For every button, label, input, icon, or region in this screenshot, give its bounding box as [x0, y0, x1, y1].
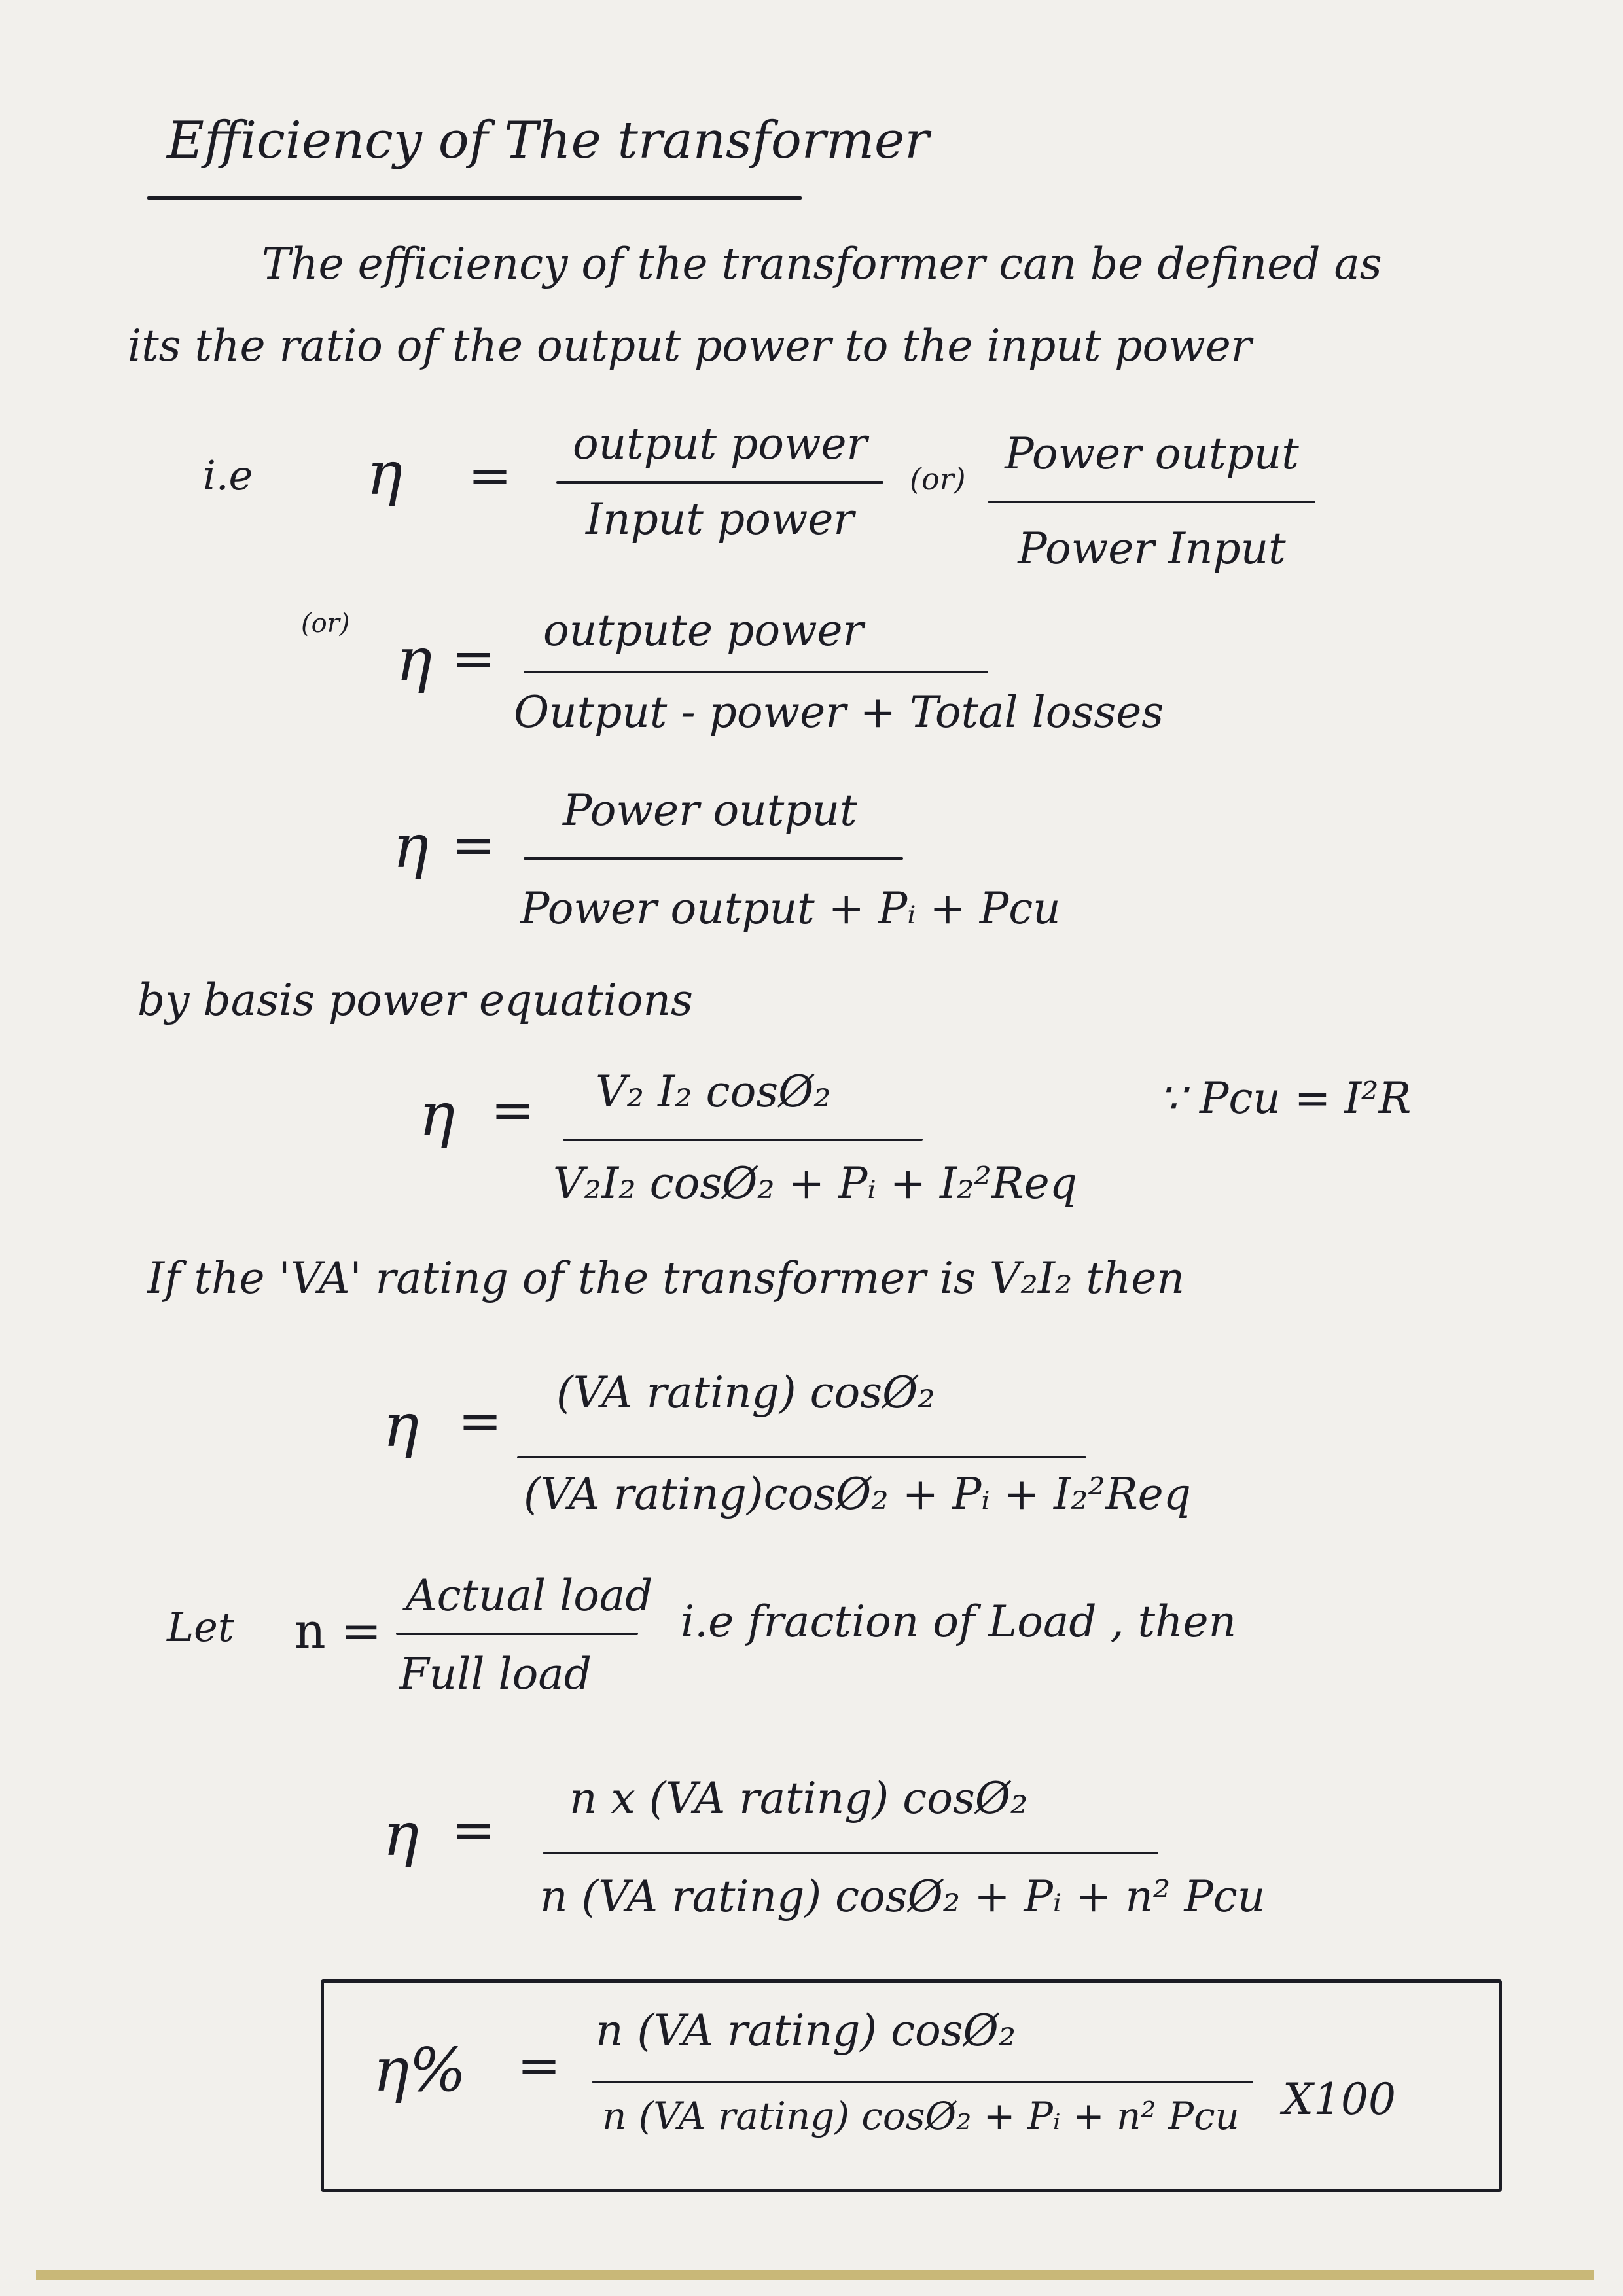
eq1-eta: η: [366, 438, 403, 508]
basis-text: by basis power equations: [137, 975, 693, 1025]
eq2-equals: =: [452, 628, 496, 689]
page-bottom-edge: [36, 2270, 1594, 2280]
eq3-fraction-bar: [524, 857, 903, 860]
let-fraction-bar: [396, 1633, 638, 1635]
let-denominator: Full load: [399, 1649, 592, 1699]
eq6-numerator: n x (VA rating) cosØ₂: [569, 1773, 1028, 1824]
eq1-numerator-2: Power output: [1005, 429, 1299, 479]
eq2-prefix: (or): [301, 609, 350, 639]
eq6-denominator: n (VA rating) cosØ₂ + Pᵢ + n² Pcu: [540, 1871, 1266, 1922]
eq2-eta: η: [396, 625, 433, 695]
eq5-eta: η: [383, 1390, 419, 1460]
eq1-prefix: i.e: [203, 451, 253, 499]
eq7-eta-percent: η%: [373, 2035, 467, 2105]
eq4-denominator: V₂I₂ cosØ₂ + Pᵢ + I₂²Req: [553, 1158, 1077, 1209]
eq4-fraction-bar: [563, 1139, 923, 1141]
eq1-equals: =: [468, 445, 512, 506]
eq4-equals: =: [491, 1080, 535, 1140]
intro-line-1: The efficiency of the transformer can be defined as: [262, 239, 1382, 289]
eq2-denominator: Output - power + Total losses: [514, 687, 1164, 737]
eq3-denominator: Power output + Pᵢ + Pcu: [520, 883, 1061, 934]
eq1-or: (or): [910, 461, 966, 497]
eq5-equals: =: [458, 1390, 503, 1451]
eq3-numerator: Power output: [563, 785, 857, 836]
va-text: If the 'VA' rating of the transformer is V₂I₂ then: [147, 1253, 1185, 1303]
eq4-numerator: V₂ I₂ cosØ₂: [596, 1067, 831, 1117]
let-suffix: i.e fraction of Load , then: [681, 1597, 1237, 1647]
eq2-numerator: outpute power: [543, 605, 864, 656]
eq2-fraction-bar: [524, 671, 988, 673]
eq5-denominator: (VA rating)cosØ₂ + Pᵢ + I₂²Req: [524, 1469, 1191, 1519]
title-underline: [147, 196, 802, 200]
let-numerator: Actual load: [406, 1570, 653, 1621]
page-title: Efficiency of The transformer: [167, 111, 929, 170]
eq6-fraction-bar: [543, 1852, 1158, 1854]
eq6-equals: =: [452, 1799, 496, 1860]
eq7-fraction-bar: [592, 2081, 1253, 2083]
eq7-multiplier: X100: [1283, 2074, 1396, 2125]
let-prefix: Let: [167, 1603, 234, 1651]
eq4-note: ∵ Pcu = I²R: [1158, 1073, 1412, 1123]
eq1-fraction-bar-1: [556, 481, 883, 484]
intro-line-2: its the ratio of the output power to the input power: [128, 321, 1252, 371]
eq5-numerator: (VA rating) cosØ₂: [556, 1368, 935, 1418]
eq3-equals: =: [452, 815, 496, 875]
eq1-denominator-2: Power Input: [1018, 523, 1286, 574]
eq7-equals: =: [517, 2035, 562, 2096]
eq1-denominator-1: Input power: [586, 494, 854, 544]
let-lhs: n =: [294, 1603, 382, 1659]
eq1-fraction-bar-2: [988, 501, 1315, 503]
eq7-numerator: n (VA rating) cosØ₂: [596, 2005, 1016, 2056]
eq6-eta: η: [383, 1799, 419, 1869]
eq7-denominator: n (VA rating) cosØ₂ + Pᵢ + n² Pcu: [602, 2094, 1240, 2138]
eq4-eta: η: [419, 1080, 455, 1150]
eq1-numerator-1: output power: [572, 419, 868, 469]
eq3-eta: η: [393, 811, 429, 881]
eq5-fraction-bar: [517, 1456, 1086, 1458]
